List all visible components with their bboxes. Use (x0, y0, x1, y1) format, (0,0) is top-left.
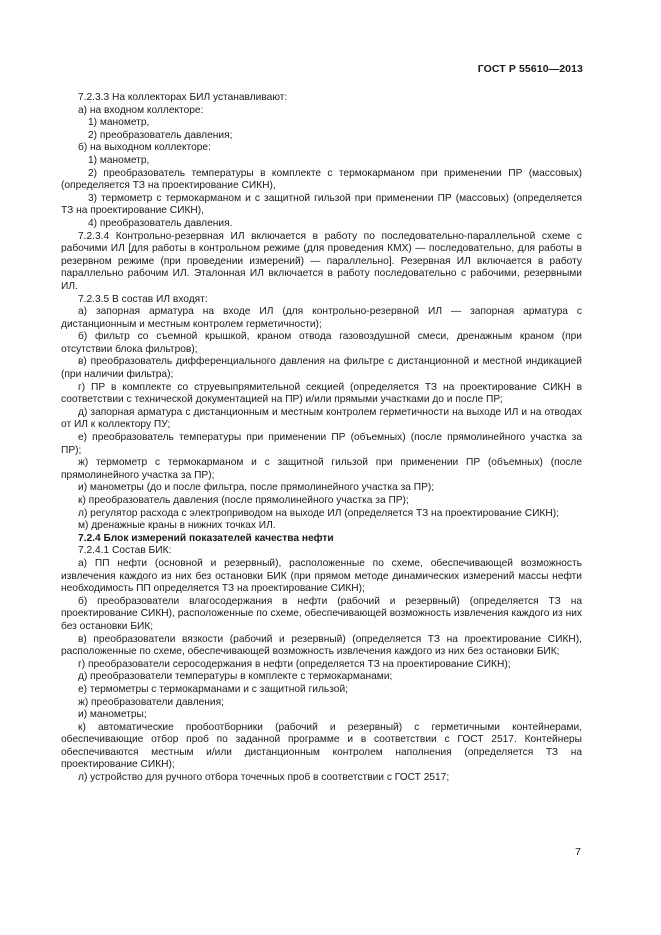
paragraph: б) фильтр со съемной крышкой, краном отвода газовоздушной смеси, дренажным краном (при отсутствии блока фильтров); (61, 331, 582, 355)
paragraph: г) преобразователи серосодержания в нефти (определяется ТЗ на проектирование СИКН); (78, 658, 511, 670)
paragraph: 1) манометр, (88, 117, 150, 129)
paragraph: 7.2.3.4 Контрольно-резервная ИЛ включается в работу по последовательно-параллельной схеме с рабочими ИЛ [для работы в контрольном режиме (для проведения КМХ) — последовательно, для работы в резервном режиме (при проведении измерений) — параллельно]. Резервная ИЛ включается в работу параллельно рабочим ИЛ. Эталонная ИЛ включается в работу последовательно с рабочими, резервными ИЛ. (61, 230, 582, 292)
paragraph: д) преобразователи температуры в комплекте с термокарманами; (78, 671, 393, 683)
paragraph: 7.2.3.5 В состав ИЛ входят: (78, 293, 208, 305)
paragraph: б) на выходном коллекторе: (78, 142, 211, 154)
paragraph: 2) преобразователь температуры в комплекте с термокарманом при применении ПР (массовых) (определяется ТЗ на проектирование СИКН), (61, 167, 582, 192)
paragraph: 4) преобразователь давления. (88, 217, 233, 229)
paragraph: 7.2.3.3 На коллекторах БИЛ устанавливают: (78, 92, 288, 103)
paragraph: ж) термометр с термокарманом и с защитной гильзой при применении ПР (объемных) (после прямолинейного участка за ПР); (61, 457, 582, 481)
paragraph: а) ПП нефти (основной и резервный), расположенные по схеме, обеспечивающей возможность извлечения каждого из них без остановки БИК (при прямом методе динамических измерений массы нефти необходимость ПП определяется ТЗ на проектирование СИКН); (61, 557, 582, 595)
page-number: 7 (575, 846, 581, 858)
paragraph: и) манометры; (78, 709, 147, 721)
paragraph: б) преобразователи влагосодержания в нефти (рабочий и резервный) (определяется ТЗ на проектирование СИКН), расположенные по схеме, обеспечивающей возможность извлечения каждого из них без остановки БИК; (61, 595, 582, 632)
paragraph: ж) преобразователи давления; (78, 696, 224, 708)
paragraph: в) преобразователь дифференциального давления на фильтре с дистанционной и местной индикацией (при наличии фильтра); (61, 356, 582, 381)
paragraph: 7.2.4.1 Состав БИК: (78, 545, 172, 557)
paragraph: 2) преобразователь давления; (88, 129, 233, 141)
paragraph: и) манометры (до и после фильтра, после прямолинейного участка за ПР); (78, 482, 435, 494)
paragraph: а) на входном коллекторе: (78, 104, 204, 116)
paragraph: к) преобразователь давления (после прямолинейного участка за ПР); (78, 495, 409, 506)
paragraph: в) преобразователи вязкости (рабочий и резервный) (определяется ТЗ на проектирование СИКН), расположенные по схеме, обеспечивающей возможность извлечения каждого из них без остановки БИК; (61, 633, 582, 658)
section-heading: 7.2.4 Блок измерений показателей качества нефти (78, 532, 334, 544)
paragraph: л) регулятор расхода с электроприводом на выходе ИЛ (определяется ТЗ на проектирование СИКН); (78, 507, 559, 519)
paragraph: м) дренажные краны в нижних точках ИЛ. (78, 520, 276, 532)
paragraph: 3) термометр с термокарманом и с защитной гильзой при применении ПР (массовых) (определяется ТЗ на проектирование СИКН), (61, 192, 582, 217)
document-body (61, 92, 582, 785)
paragraph: д) запорная арматура с дистанционным и местным контролем герметичности на выходе ИЛ и на отводах от ИЛ к коллектору ПУ; (61, 406, 582, 431)
paragraph: а) запорная арматура на входе ИЛ (для контрольно-резервной ИЛ — запорная арматура с дистанционным и местным контролем герметичности); (61, 306, 582, 330)
document-header: ГОСТ Р 55610—2013 (477, 63, 583, 75)
paragraph: е) термометры с термокарманами и с защитной гильзой; (78, 683, 348, 695)
paragraph: к) автоматические пробоотборники (рабочий и резервный) с герметичными контейнерами, обеспечивающие отбор проб по заданной программе и в соответствии с ГОСТ 2517. Контейнеры обеспечиваются местным и/или дистанционным контролем наполнения (определяется ТЗ на проектирование СИКН); (61, 721, 582, 771)
paragraph: г) ПР в комплекте со струевыпрямительной секцией (определяется ТЗ на проектирование СИКН в соответствии с технической документацией на ПР) и/или прямыми участками до и после ПР; (61, 381, 582, 406)
paragraph: 1) манометр, (88, 154, 150, 166)
paragraph: е) преобразователь температуры при применении ПР (объемных) (после прямолинейного участка за ПР); (61, 432, 582, 456)
paragraph: л) устройство для ручного отбора точечных проб в соответствии с ГОСТ 2517; (78, 772, 450, 784)
